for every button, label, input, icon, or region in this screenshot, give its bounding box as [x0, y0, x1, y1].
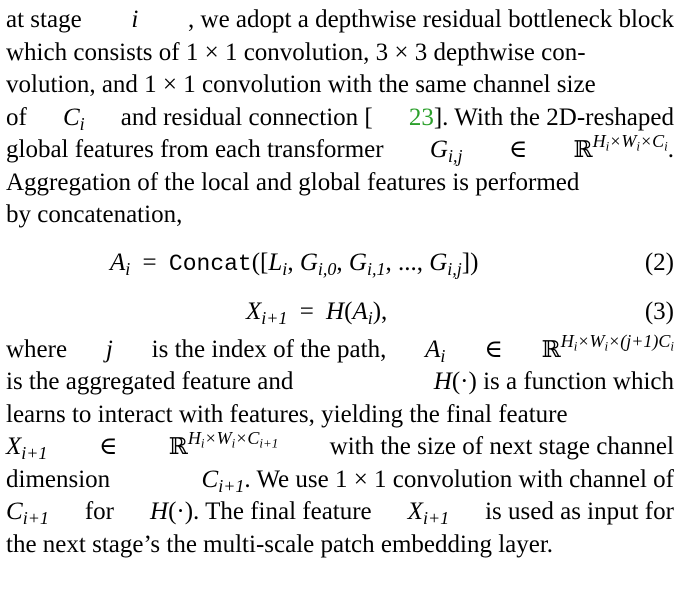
citation-link[interactable]: 23 [408, 103, 434, 131]
text-line: global features from each transformer $G_{i,j}$ ∈ ℝ$^{H_i\times W_i\times C_i}$. [6, 131, 674, 167]
text-line: is the aggregated feature and H(·) is a function which [6, 368, 674, 395]
text-line: volution, and 1 × 1 convolution with the same channel size [6, 71, 596, 98]
text-line: $C_{i+1}$ for H(·). The final feature $X_{i+1}$ is used as input for [6, 498, 674, 529]
text-line: by concatenation, [6, 201, 183, 228]
text-line: where j is the index of the path, $A_i$ ∈ ℝ$^{H_i\times W_i\times(j+1)C_i}$ [6, 330, 674, 366]
concat-function: Concat [168, 250, 252, 277]
equation-3: $X_{i+1} = H(A_i)$, (3) [246, 297, 674, 328]
text-line: which consists of 1 × 1 convolution, 3 × 3 depthwise con- [6, 38, 586, 66]
math-var: i [131, 6, 139, 33]
text-line: at stage i , we adopt a depthwise residual bottleneck block [6, 4, 674, 37]
text-line: of $C_i$ and residual connection [ 23]. With the 2D-reshaped [6, 103, 674, 134]
text-line: $X_{i+1}$ ∈ ℝ$^{H_i\times W_i\times C_{i+1}}$ with the size of next stage channel [6, 428, 674, 464]
equation-number: (3) [644, 297, 674, 325]
text-line: learns to interact with features, yielding the final feature [6, 400, 568, 428]
text-line: dimension $C_{i+1}$. We use 1 × 1 convolution with channel of [6, 465, 674, 496]
paper-text-block [6, 4, 674, 561]
equation-number: (2) [644, 248, 674, 276]
text-line: Aggregation of the local and global features is performed [6, 168, 580, 196]
text-line: the next stage’s the multi-scale patch embedding layer. [6, 530, 554, 558]
equation-2: $A_i$ = $Concat([L_i$, $G_{i,0}$, $G_{i,1}$, ..., $G_{i,j}$]) (2) [110, 248, 674, 279]
